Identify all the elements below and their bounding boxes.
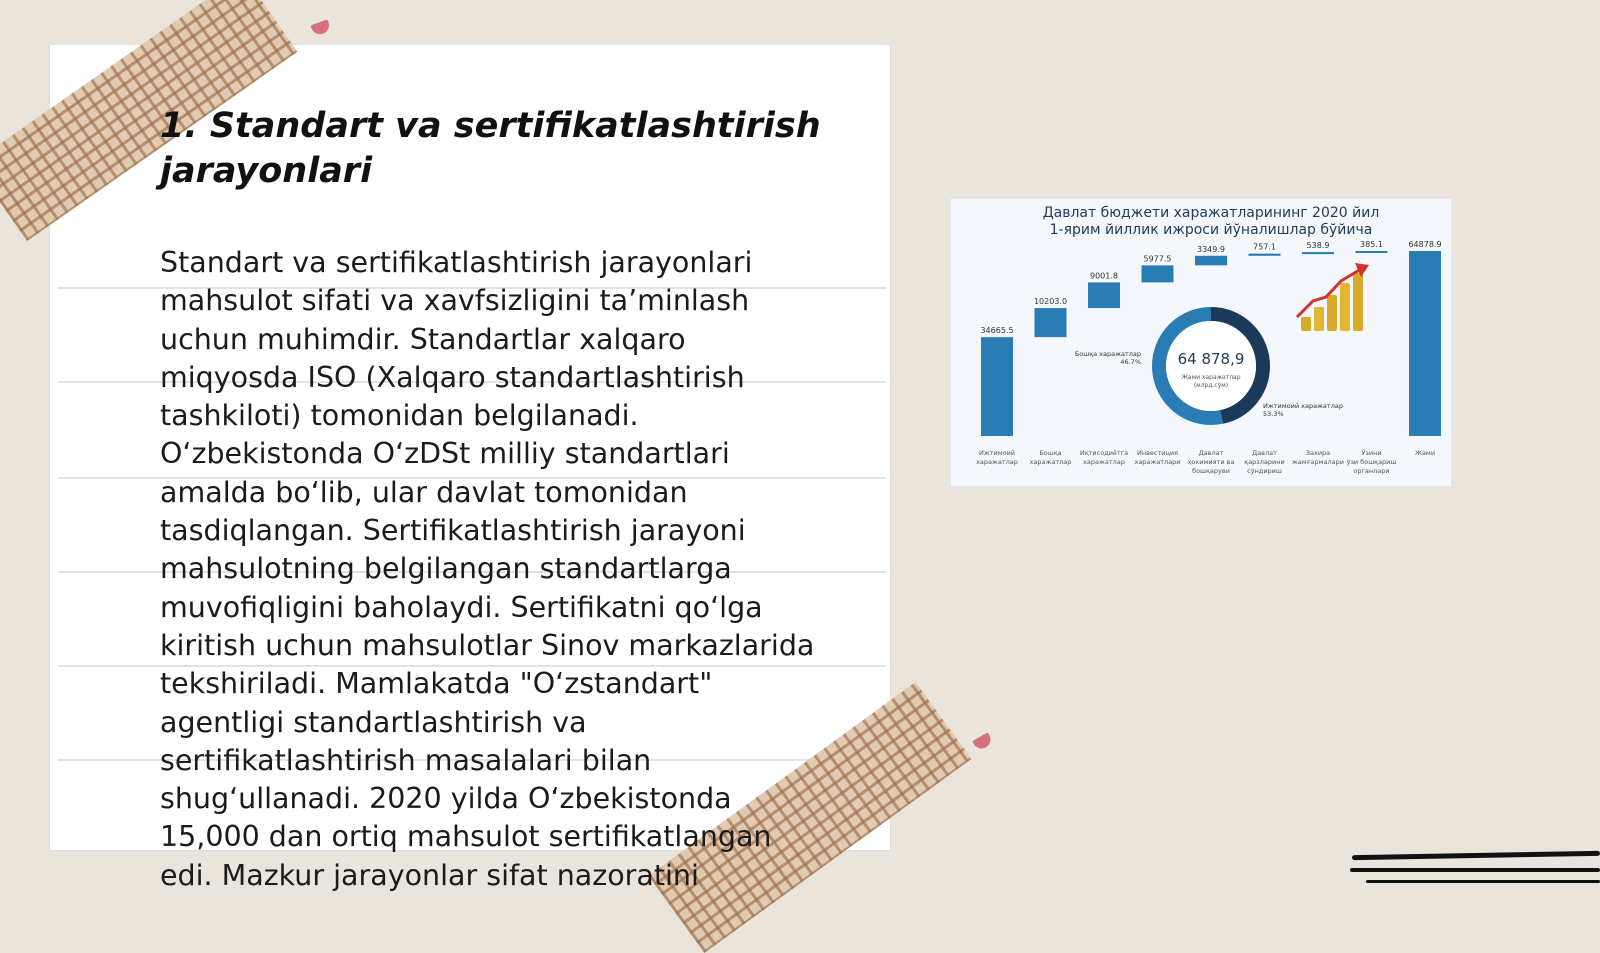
donut-segment-percent: 46.7%	[1120, 358, 1141, 366]
chart-title-line-1: Давлат бюджети харажатларининг 2020 йил	[1042, 205, 1380, 221]
brush-stroke	[1366, 880, 1600, 883]
tape-tab	[972, 732, 994, 751]
chart-bar	[981, 337, 1013, 436]
chart-bar	[1195, 256, 1227, 266]
tape-tab	[310, 19, 331, 36]
chart-title-line-2: 1-ярим йиллик ижроси йўналишлар бўйича	[1049, 222, 1373, 238]
category-label: Жами	[1414, 449, 1436, 457]
category-label: Ижтимоий харажатлар	[976, 449, 1018, 466]
chart-bar	[1409, 251, 1441, 436]
bar-value-label: 64878.9	[1408, 240, 1442, 249]
category-label: Бошқа харажатлар	[1029, 449, 1072, 466]
bar-value-label: 538.9	[1306, 241, 1330, 251]
chart-bar	[1088, 282, 1120, 308]
chart-bar	[1035, 308, 1067, 337]
category-label: Ўзини ўзи бошқариш органлари	[1346, 449, 1397, 475]
budget-chart	[951, 199, 1451, 486]
donut-center-value: 64 878,9	[1177, 350, 1245, 368]
slide-title: 1. Standart va sertifikatlashtirish jarayonlari	[160, 106, 821, 191]
slide-body-text: Standart va sertifikatlashtirish jarayonlari mahsulot sifati va xavfsizligini ta’minlash uchun muhimdir. Standartlar xalqaro miqyosda ISO (Xalqaro standartlashtirish tashkiloti) tomonidan belgilanadi. O‘zbekistonda O‘zDSt milliy standartlari amalda bo‘lib, ular davlat tomonidan tasdiqlangan. Sertifikatlashtirish jarayoni mahsulotning belgilangan standartlarga muvofiqligini baholaydi. Sertifikatni qo‘lga kiritish uchun mahsulotlar Sinov markazlarida tekshiriladi. Mamlakatda "O‘zstandart" agentligi standartlashtirish va sertifikatlashtirish masalalari bilan shug‘ullanadi. 2020 yilda O‘zbekistonda 15,000 dan ortiq mahsulot sertifikatlangan edi. Mazkur jarayonlar sifat nazoratini	[160, 246, 815, 892]
chart-bar	[1302, 252, 1334, 254]
chart-bar	[1249, 254, 1281, 256]
bar-value-label: 5977.5	[1143, 254, 1172, 264]
budget-chart-card	[950, 198, 1452, 487]
bar-value-label: 10203.0	[1033, 297, 1068, 307]
brush-stroke	[1350, 868, 1600, 872]
chart-bar	[1356, 251, 1388, 253]
category-label: Давлат ҳокимияти ва бошқаруви	[1187, 449, 1235, 475]
category-label: Давлат қарзларини сўндириш	[1244, 449, 1285, 475]
bar-value-label: 385.1	[1360, 240, 1383, 250]
donut-segment-label: Ижтимоий харажатлар	[1263, 402, 1343, 410]
chart-bar	[1142, 265, 1174, 282]
bar-value-label: 34665.5	[980, 326, 1014, 336]
donut-segment-label: Бошқа харажатлар	[1074, 350, 1141, 358]
growth-coins-icon	[1297, 263, 1369, 331]
category-label: Захира жамғармалари	[1291, 449, 1345, 466]
bar-value-label: 9001.8	[1090, 271, 1118, 281]
category-label: Инвестиция харажатлари	[1134, 449, 1181, 466]
donut-center-caption: Жами харажатлар	[1181, 374, 1241, 381]
donut-segment-percent: 53.3%	[1263, 410, 1284, 418]
brush-stroke	[1352, 851, 1600, 860]
bar-value-label: 3349.9	[1197, 244, 1225, 254]
category-label: Иқтисодиётга харажатлар	[1079, 449, 1129, 466]
donut-center-caption: (млрд.сўм)	[1193, 382, 1229, 389]
bar-value-label: 757.1	[1253, 242, 1276, 252]
